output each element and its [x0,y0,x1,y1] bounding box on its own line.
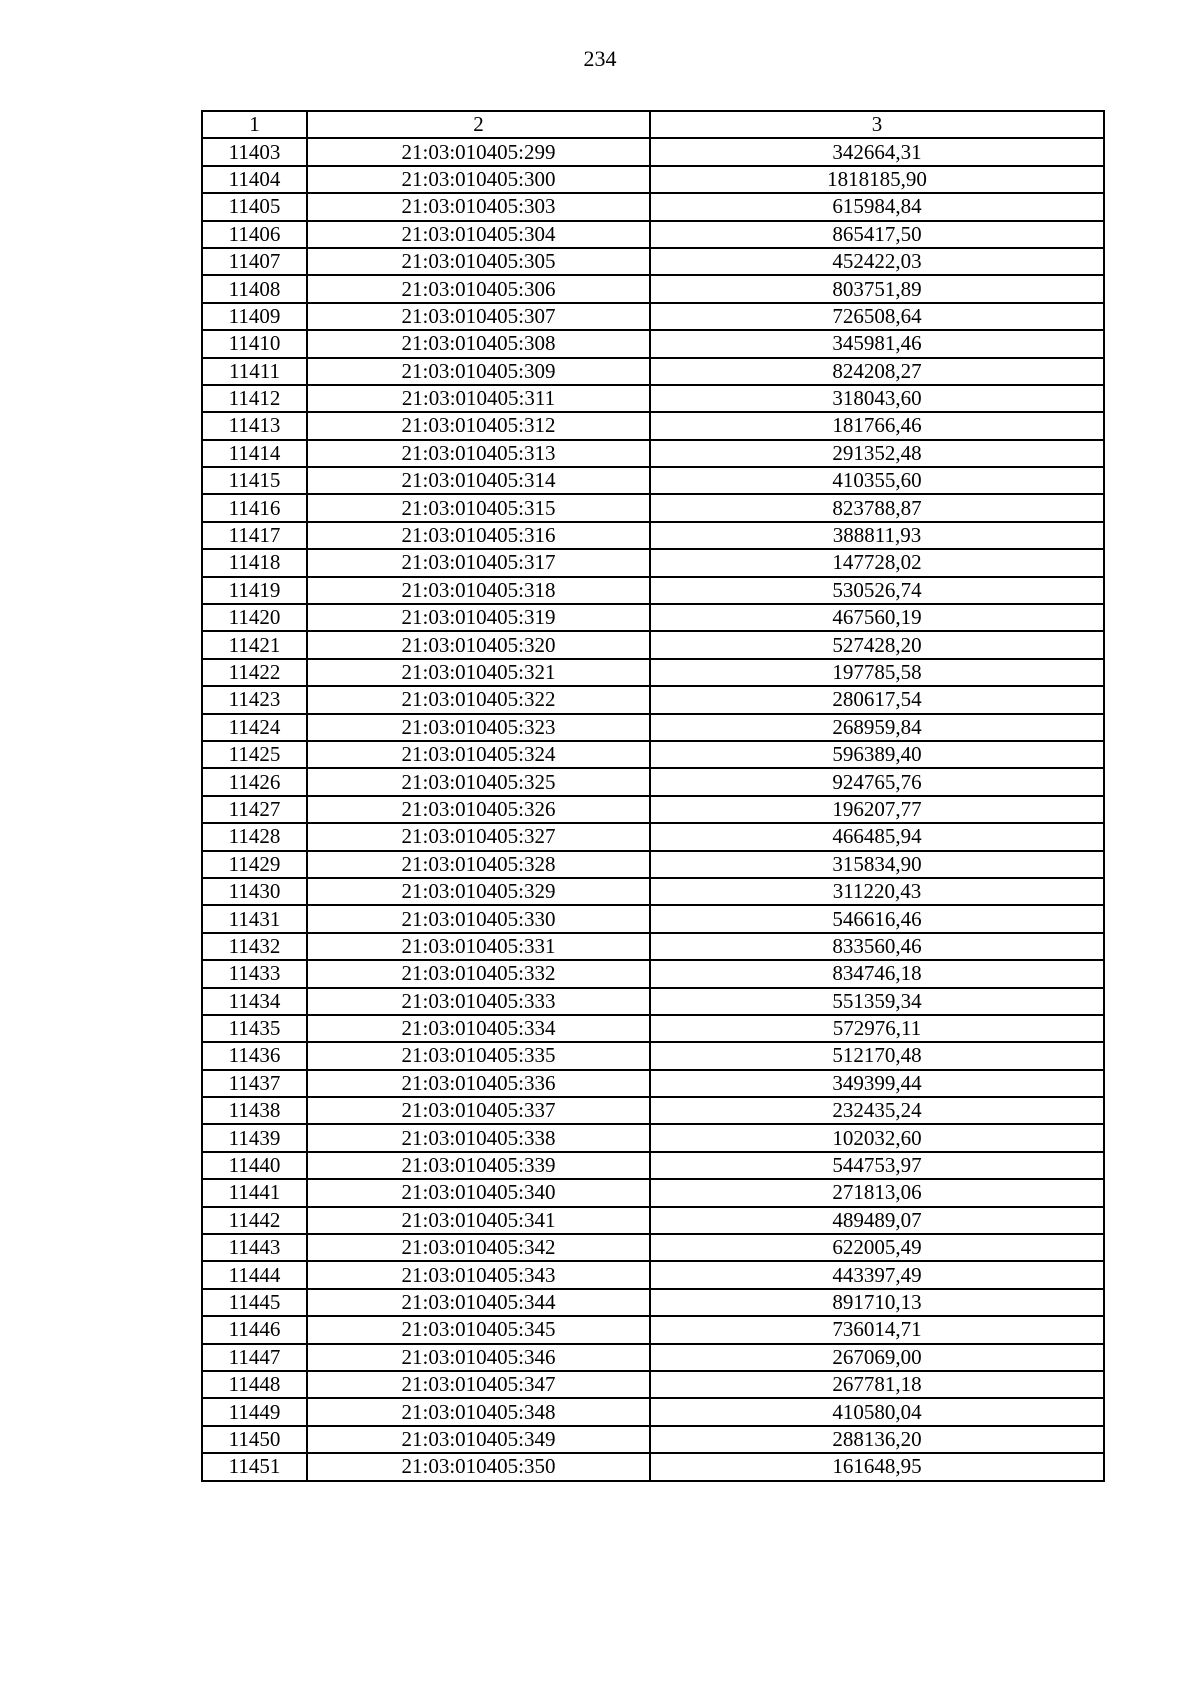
cadastral-number-cell: 21:03:010405:349 [307,1426,650,1453]
cadastral-value-cell: 824208,27 [650,358,1104,385]
cadastral-number-cell: 21:03:010405:325 [307,768,650,795]
row-number-cell: 11441 [202,1179,307,1206]
cadastral-number-cell: 21:03:010405:320 [307,631,650,658]
table-row [202,1344,1104,1371]
cadastral-value-cell: 161648,95 [650,1453,1104,1480]
row-number-cell: 11444 [202,1261,307,1288]
table-row [202,1097,1104,1124]
cadastral-value-cell: 467560,19 [650,604,1104,631]
row-number-cell: 11449 [202,1398,307,1425]
table-row [202,1179,1104,1206]
row-number-cell: 11406 [202,221,307,248]
table-row [202,1398,1104,1425]
cadastral-number-cell: 21:03:010405:344 [307,1289,650,1316]
cadastral-number-cell: 21:03:010405:323 [307,714,650,741]
page-number: 234 [583,46,617,71]
cadastral-number-cell: 21:03:010405:329 [307,878,650,905]
table-row [202,851,1104,878]
cadastral-number-cell: 21:03:010405:334 [307,1015,650,1042]
table-row [202,1426,1104,1453]
cadastral-number-cell: 21:03:010405:318 [307,577,650,604]
cadastral-value-cell: 530526,74 [650,577,1104,604]
row-number-cell: 11430 [202,878,307,905]
table-row [202,1261,1104,1288]
row-number-cell: 11445 [202,1289,307,1316]
row-number-cell: 11410 [202,330,307,357]
cadastral-number-cell: 21:03:010405:341 [307,1207,650,1234]
table-row [202,248,1104,275]
cadastral-number-cell: 21:03:010405:328 [307,851,650,878]
cadastral-value-cell: 466485,94 [650,823,1104,850]
cadastral-value-cell: 280617,54 [650,686,1104,713]
row-number-cell: 11433 [202,960,307,987]
row-number-cell: 11408 [202,275,307,302]
row-number-cell: 11446 [202,1316,307,1343]
table-header-row [202,111,1104,138]
row-number-cell: 11405 [202,193,307,220]
table-row [202,988,1104,1015]
row-number-cell: 11416 [202,494,307,521]
cadastral-value-cell: 527428,20 [650,631,1104,658]
cadastral-value-cell: 726508,64 [650,303,1104,330]
cadastral-value-cell: 803751,89 [650,275,1104,302]
row-number-cell: 11411 [202,358,307,385]
table-row [202,385,1104,412]
row-number-cell: 11435 [202,1015,307,1042]
cadastral-value-cell: 345981,46 [650,330,1104,357]
cadastral-value-cell: 891710,13 [650,1289,1104,1316]
cadastral-number-cell: 21:03:010405:317 [307,549,650,576]
table-row [202,330,1104,357]
table-row [202,440,1104,467]
cadastral-number-cell: 21:03:010405:346 [307,1344,650,1371]
cadastral-number-cell: 21:03:010405:305 [307,248,650,275]
cadastral-value-cell: 267069,00 [650,1344,1104,1371]
row-number-cell: 11409 [202,303,307,330]
row-number-cell: 11436 [202,1042,307,1069]
cadastral-value-cell: 615984,84 [650,193,1104,220]
cadastral-value-cell: 291352,48 [650,440,1104,467]
cadastral-value-cell: 544753,97 [650,1152,1104,1179]
cadastral-value-cell: 147728,02 [650,549,1104,576]
cadastral-value-cell: 181766,46 [650,412,1104,439]
table-row [202,358,1104,385]
cadastral-number-cell: 21:03:010405:324 [307,741,650,768]
cadastral-number-cell: 21:03:010405:336 [307,1070,650,1097]
row-number-cell: 11404 [202,166,307,193]
table-row [202,221,1104,248]
cadastral-value-cell: 512170,48 [650,1042,1104,1069]
row-number-cell: 11412 [202,385,307,412]
table-row [202,166,1104,193]
cadastral-value-table [201,110,1105,1482]
cadastral-number-cell: 21:03:010405:333 [307,988,650,1015]
row-number-cell: 11415 [202,467,307,494]
cadastral-value-cell: 924765,76 [650,768,1104,795]
table-row [202,1234,1104,1261]
row-number-cell: 11407 [202,248,307,275]
cadastral-number-cell: 21:03:010405:343 [307,1261,650,1288]
row-number-cell: 11429 [202,851,307,878]
table-row [202,1207,1104,1234]
row-number-cell: 11414 [202,440,307,467]
row-number-cell: 11424 [202,714,307,741]
table-row [202,303,1104,330]
table-row [202,1015,1104,1042]
cadastral-number-cell: 21:03:010405:331 [307,933,650,960]
row-number-cell: 11443 [202,1234,307,1261]
table-row [202,1152,1104,1179]
cadastral-value-cell: 443397,49 [650,1261,1104,1288]
cadastral-number-cell: 21:03:010405:316 [307,522,650,549]
cadastral-number-cell: 21:03:010405:300 [307,166,650,193]
cadastral-number-cell: 21:03:010405:313 [307,440,650,467]
cadastral-value-cell: 489489,07 [650,1207,1104,1234]
cadastral-value-cell: 410355,60 [650,467,1104,494]
table-row [202,823,1104,850]
cadastral-value-cell: 410580,04 [650,1398,1104,1425]
cadastral-value-cell: 865417,50 [650,221,1104,248]
cadastral-number-cell: 21:03:010405:311 [307,385,650,412]
cadastral-value-cell: 271813,06 [650,1179,1104,1206]
cadastral-number-cell: 21:03:010405:338 [307,1124,650,1151]
table-row [202,905,1104,932]
cadastral-value-cell: 268959,84 [650,714,1104,741]
column-header-2: 2 [307,111,650,138]
row-number-cell: 11419 [202,577,307,604]
row-number-cell: 11439 [202,1124,307,1151]
row-number-cell: 11425 [202,741,307,768]
cadastral-number-cell: 21:03:010405:309 [307,358,650,385]
table-row [202,412,1104,439]
cadastral-number-cell: 21:03:010405:332 [307,960,650,987]
row-number-cell: 11437 [202,1070,307,1097]
cadastral-value-cell: 572976,11 [650,1015,1104,1042]
cadastral-number-cell: 21:03:010405:330 [307,905,650,932]
cadastral-value-cell: 1818185,90 [650,166,1104,193]
table-row [202,714,1104,741]
cadastral-number-cell: 21:03:010405:342 [307,1234,650,1261]
row-number-cell: 11403 [202,138,307,165]
cadastral-value-cell: 452422,03 [650,248,1104,275]
cadastral-value-cell: 267781,18 [650,1371,1104,1398]
row-number-cell: 11423 [202,686,307,713]
table-row [202,659,1104,686]
cadastral-number-cell: 21:03:010405:299 [307,138,650,165]
cadastral-value-cell: 834746,18 [650,960,1104,987]
table-row [202,1371,1104,1398]
table-row [202,1070,1104,1097]
column-header-1: 1 [202,111,307,138]
row-number-cell: 11420 [202,604,307,631]
table-row [202,878,1104,905]
row-number-cell: 11426 [202,768,307,795]
row-number-cell: 11418 [202,549,307,576]
table-row [202,933,1104,960]
cadastral-number-cell: 21:03:010405:308 [307,330,650,357]
cadastral-number-cell: 21:03:010405:350 [307,1453,650,1480]
cadastral-value-cell: 736014,71 [650,1316,1104,1343]
cadastral-value-cell: 551359,34 [650,988,1104,1015]
cadastral-number-cell: 21:03:010405:315 [307,494,650,521]
cadastral-number-cell: 21:03:010405:345 [307,1316,650,1343]
table-row [202,193,1104,220]
cadastral-value-cell: 102032,60 [650,1124,1104,1151]
cadastral-value-cell: 342664,31 [650,138,1104,165]
cadastral-number-cell: 21:03:010405:335 [307,1042,650,1069]
cadastral-number-cell: 21:03:010405:340 [307,1179,650,1206]
row-number-cell: 11451 [202,1453,307,1480]
cadastral-number-cell: 21:03:010405:304 [307,221,650,248]
table-row [202,467,1104,494]
cadastral-value-cell: 288136,20 [650,1426,1104,1453]
row-number-cell: 11432 [202,933,307,960]
table-row [202,686,1104,713]
cadastral-value-cell: 823788,87 [650,494,1104,521]
cadastral-number-cell: 21:03:010405:326 [307,796,650,823]
row-number-cell: 11447 [202,1344,307,1371]
cadastral-value-cell: 349399,44 [650,1070,1104,1097]
table-body [202,138,1104,1480]
table-row [202,960,1104,987]
row-number-cell: 11413 [202,412,307,439]
table-row [202,1042,1104,1069]
row-number-cell: 11434 [202,988,307,1015]
table-row [202,1124,1104,1151]
column-header-3: 3 [650,111,1104,138]
table-row [202,494,1104,521]
cadastral-value-cell: 388811,93 [650,522,1104,549]
row-number-cell: 11450 [202,1426,307,1453]
cadastral-number-cell: 21:03:010405:348 [307,1398,650,1425]
row-number-cell: 11428 [202,823,307,850]
row-number-cell: 11440 [202,1152,307,1179]
table-row [202,138,1104,165]
table-row [202,631,1104,658]
table-row [202,549,1104,576]
cadastral-value-cell: 833560,46 [650,933,1104,960]
table-row [202,577,1104,604]
row-number-cell: 11438 [202,1097,307,1124]
cadastral-value-cell: 197785,58 [650,659,1104,686]
cadastral-value-cell: 311220,43 [650,878,1104,905]
table-row [202,1453,1104,1480]
cadastral-number-cell: 21:03:010405:337 [307,1097,650,1124]
row-number-cell: 11431 [202,905,307,932]
cadastral-number-cell: 21:03:010405:303 [307,193,650,220]
row-number-cell: 11421 [202,631,307,658]
table-row [202,741,1104,768]
row-number-cell: 11422 [202,659,307,686]
row-number-cell: 11417 [202,522,307,549]
cadastral-number-cell: 21:03:010405:322 [307,686,650,713]
table-row [202,522,1104,549]
cadastral-value-cell: 546616,46 [650,905,1104,932]
cadastral-value-cell: 232435,24 [650,1097,1104,1124]
table-row [202,275,1104,302]
cadastral-value-cell: 622005,49 [650,1234,1104,1261]
table-row [202,768,1104,795]
cadastral-number-cell: 21:03:010405:327 [307,823,650,850]
row-number-cell: 11427 [202,796,307,823]
table-row [202,604,1104,631]
cadastral-value-cell: 196207,77 [650,796,1104,823]
cadastral-number-cell: 21:03:010405:321 [307,659,650,686]
table-row [202,1316,1104,1343]
table-row [202,1289,1104,1316]
cadastral-value-cell: 596389,40 [650,741,1104,768]
row-number-cell: 11448 [202,1371,307,1398]
cadastral-number-cell: 21:03:010405:347 [307,1371,650,1398]
row-number-cell: 11442 [202,1207,307,1234]
cadastral-number-cell: 21:03:010405:339 [307,1152,650,1179]
table-row [202,796,1104,823]
cadastral-number-cell: 21:03:010405:306 [307,275,650,302]
cadastral-number-cell: 21:03:010405:314 [307,467,650,494]
cadastral-number-cell: 21:03:010405:307 [307,303,650,330]
cadastral-value-cell: 315834,90 [650,851,1104,878]
cadastral-value-cell: 318043,60 [650,385,1104,412]
cadastral-number-cell: 21:03:010405:312 [307,412,650,439]
cadastral-number-cell: 21:03:010405:319 [307,604,650,631]
